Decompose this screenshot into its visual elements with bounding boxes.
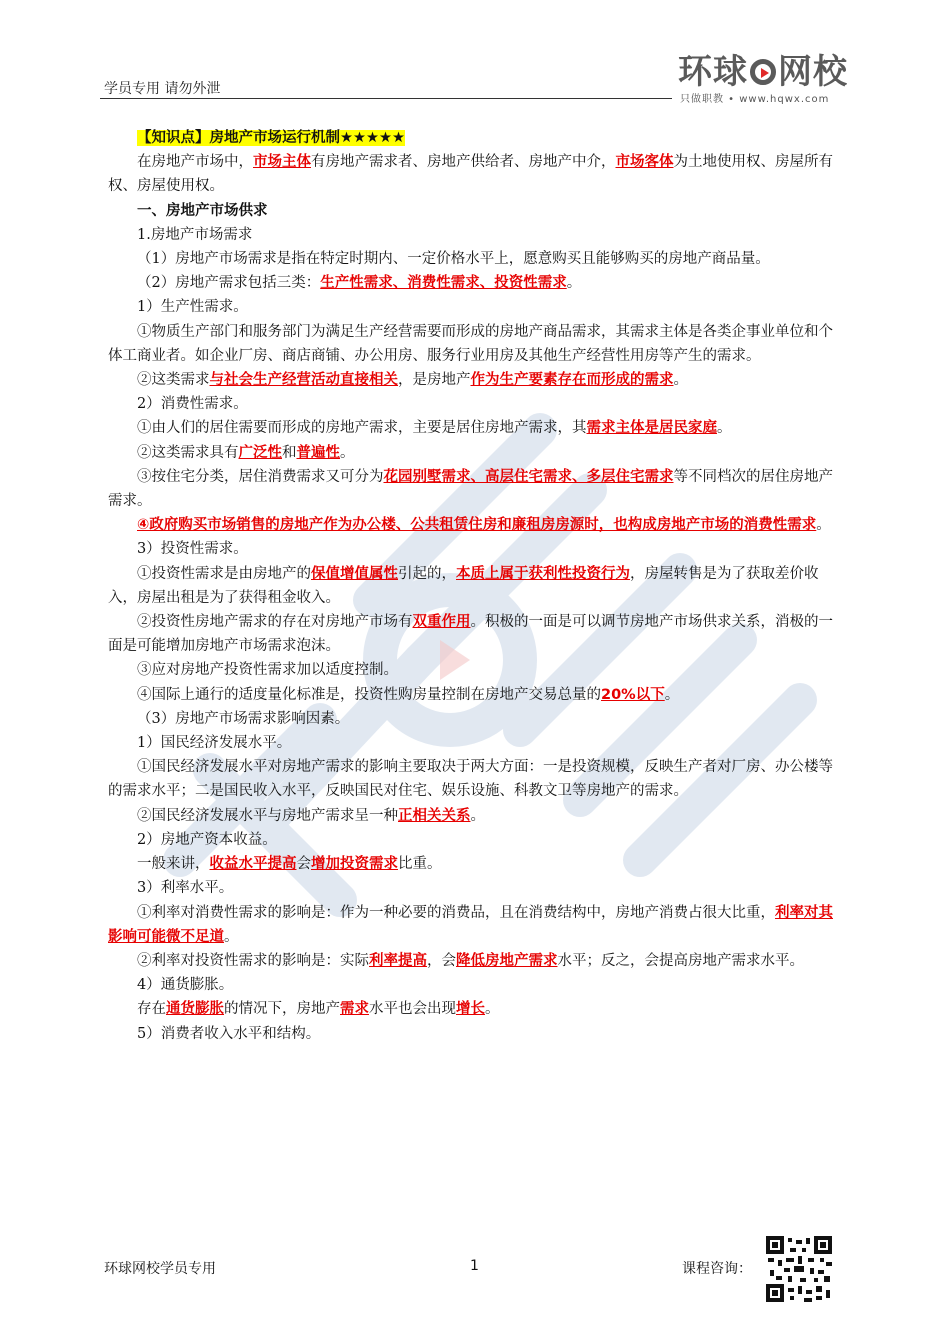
page-number: 1 [470,1258,479,1274]
paragraph: ①物质生产部门和服务部门为满足生产经营需要而形成的房地产商品需求，其需求主体是各类企事业单位和个体工商业者。如企业厂房、商店商铺、办公用房、服务行业用房及其他生产经营性用房等产生的需求。 [108,323,833,364]
paragraph: （2）房地产需求包括三类：生产性需求、消费性需求、投资性需求。 [137,275,582,292]
footer-consult-label: 课程咨询： [682,1261,752,1277]
key-text: 收益水平提高 [209,856,297,873]
paragraph: ②这类需求具有广泛性和普遍性。 [137,444,355,461]
item-heading: 4）通货膨胀。 [137,977,234,994]
paragraph: ①投资性需求是由房地产的保值增值属性引起的，本质上属于获利性投资行为，房屋转售是为了获取差价收入，房屋出租是为了获得租金收入。 [108,565,819,606]
header-rule [100,98,672,99]
paragraph: ④政府购买市场销售的房地产作为办公楼、公共租赁住房和廉租房房源时，也构成房地产市场的消费性需求。 [137,517,831,534]
paragraph: ③应对房地产投资性需求加以适度控制。 [137,662,398,679]
paragraph: ①由人们的居住需要而形成的房地产需求，主要是居住房地产需求，其需求主体是居民家庭。 [137,420,732,437]
paragraph: 存在通货膨胀的情况下，房地产需求水平也会出现增长。 [137,1001,500,1018]
paragraph: ②这类需求与社会生产经营活动直接相关，是房地产作为生产要素存在而形成的需求。 [137,372,688,389]
item-heading: 5）消费者收入水平和结构。 [137,1025,321,1042]
key-text: 20%以下 [601,686,665,703]
key-text: ④政府购买市场销售的房地产作为办公楼、公共租赁住房和廉租房房源时，也构成房地产市场的消费性需求 [137,517,817,534]
logo-text-a: 环球 [678,52,748,92]
item-heading: 2）消费性需求。 [137,396,248,413]
subsection-heading: 1.房地产市场需求 [137,226,253,243]
knowledge-point-title: 【知识点】房地产市场运行机制★★★★★ [137,130,405,146]
key-text: 广泛性 [238,444,282,461]
key-text: 需求 [340,1001,369,1018]
document-body [108,126,844,1046]
item-heading: 2）房地产资本收益。 [137,831,277,848]
item-heading: 3）投资性需求。 [137,541,248,558]
paragraph: 一般来讲，收益水平提高会增加投资需求比重。 [137,856,442,873]
paragraph: ①利率对消费性需求的影响是：作为一种必要的消费品，且在消费结构中，房地产消费占很大比重，利率对其影响可能微不足道。 [108,904,833,945]
paragraph: ①国民经济发展水平对房地产需求的影响主要取决于两大方面：一是投资规模，反映生产者对厂房、办公楼等的需求水平；二是国民收入水平，反映国民对住宅、娱乐设施、科教文卫等房地产的需求。 [108,759,833,800]
qr-code-icon[interactable] [766,1236,832,1302]
key-text: 降低房地产需求 [456,952,558,969]
key-text: 增长 [456,1001,485,1018]
section-heading: 一、房地产市场供求 [137,202,268,219]
key-text: 作为生产要素存在而形成的需求 [470,372,674,389]
paragraph: ②国民经济发展水平与房地产需求呈一种正相关关系。 [137,807,485,824]
paragraph: （1）房地产市场需求是指在特定时期内、一定价格水平上，愿意购买且能够购买的房地产商品量。 [137,251,770,268]
subsection-heading: （3）房地产市场需求影响因素。 [137,710,350,727]
key-text: 普遍性 [296,444,340,461]
key-text: 增加投资需求 [311,856,398,873]
key-text: 双重作用 [412,614,471,631]
brand-logo [678,52,848,108]
key-text: 与社会生产经营活动直接相关 [209,372,398,389]
key-market-subject: 市场主体 [253,154,311,171]
key-text: 花园别墅需求、高层住宅需求、多层住宅需求 [383,468,674,485]
logo-play-icon [750,59,776,85]
key-text: 利率提高 [369,952,427,969]
paragraph: ②利率对投资性需求的影响是：实际利率提高，会降低房地产需求水平；反之，会提高房地产需求水平。 [137,952,804,969]
key-text: 需求主体是居民家庭 [586,420,717,437]
footer-label: 环球网校学员专用 [104,1261,216,1277]
paragraph: ④国际上通行的适度量化标准是，投资性购房量控制在房地产交易总量的20%以下。 [137,686,680,703]
paragraph: ②投资性房地产需求的存在对房地产市场有双重作用。积极的一面是可以调节房地产市场供求关系，消极的一面是可能增加房地产市场需求泡沫。 [108,614,833,655]
header-confidential: 学员专用 请勿外泄 [104,81,221,97]
key-text: 生产性需求、消费性需求、投资性需求 [320,275,567,292]
item-heading: 3）利率水平。 [137,880,234,897]
paragraph: ③按住宅分类，居住消费需求又可分为花园别墅需求、高层住宅需求、多层住宅需求等不同档次的居住房地产需求。 [108,468,833,510]
key-text: 正相关关系 [398,807,471,824]
logo-text-b: 网校 [778,52,848,92]
paragraph-intro: 在房地产市场中，市场主体有房地产需求者、房地产供给者、房地产中介，市场客体为土地使用权、房屋所有权、房屋使用权。 [108,154,833,195]
key-text: 利率对其影响可能微不足道 [108,904,833,945]
key-text: 本质上属于获利性投资行为 [456,565,630,582]
logo-subtitle: 只做职教 • www.hqwx.com [680,94,830,105]
item-heading: 1）国民经济发展水平。 [137,735,292,752]
key-text: 通货膨胀 [166,1001,224,1018]
key-market-object: 市场客体 [615,154,674,171]
item-heading: 1）生产性需求。 [137,299,248,316]
key-text: 保值增值属性 [311,565,398,582]
